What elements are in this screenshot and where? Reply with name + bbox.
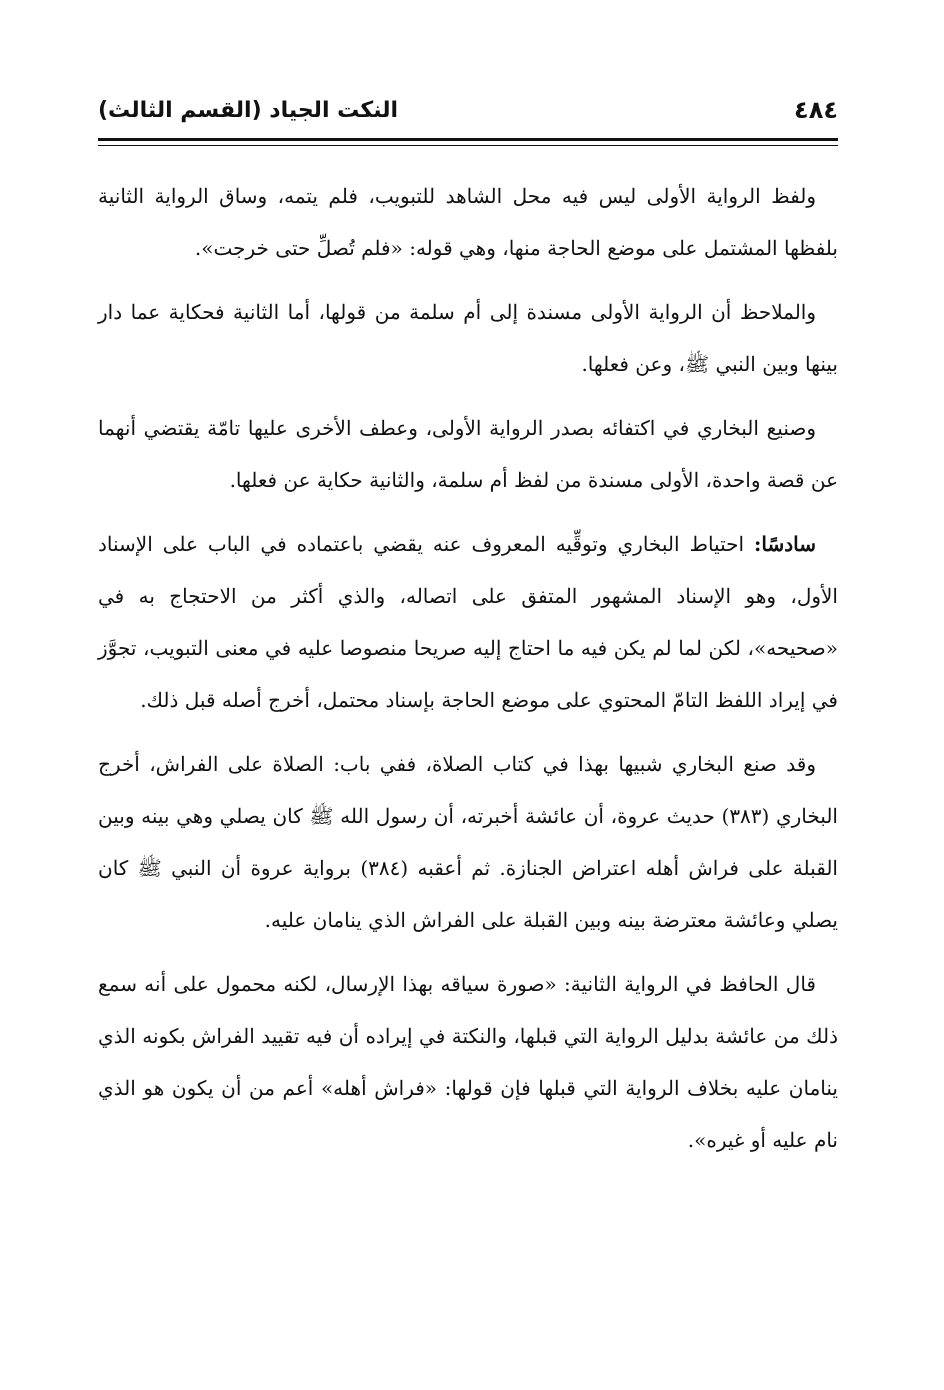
paragraph — [98, 958, 838, 1166]
paragraph — [98, 518, 838, 726]
running-title: النكت الجياد (القسم الثالث) — [98, 97, 399, 123]
book-page — [98, 0, 838, 1390]
body-text — [98, 170, 838, 1178]
running-header — [98, 88, 838, 132]
paragraph-text: ولفظ الرواية الأولى ليس فيه محل الشاهد للتبويب، فلم يتمه، وساق الرواية الثانية بلفظها المشتمل على موضع الحاجة منها، وهي قوله: «فلم تُصلِّ حتى خرجت». — [98, 184, 838, 260]
header-rule-thin — [98, 145, 838, 146]
header-rule-thick — [98, 138, 838, 141]
paragraph-text: احتياط البخاري وتوقِّيه المعروف عنه يقضي باعتماده في الباب على الإسناد الأول، وهو الإسناد المشهور المتفق على اتصاله، والذي أكثر من الاحتجاج به في «صحيحه»، لكن لما لم يكن فيه ما احتاج إليه صريحا منصوصا عليه في معنى التبويب، تجوَّز في إيراد اللفظ التامّ المحتوي على موضع الحاجة بإسناد محتمل، أخرج أصله قبل ذلك. — [98, 532, 838, 712]
paragraph — [98, 170, 838, 274]
paragraph-text: قال الحافظ في الرواية الثانية: «صورة سياقه بهذا الإرسال، لكنه محمول على أنه سمع ذلك من عائشة بدليل الرواية التي قبلها، والنكتة في إيراده أن فيه تقييد الفراش بكونه الذي ينامان عليه بخلاف الرواية التي قبلها فإن قولها: «فراش أهله» أعم من أن يكون هو الذي نام عليه أو غيره». — [98, 972, 838, 1152]
paragraph-lead: سادسًا: — [754, 532, 816, 556]
paragraph — [98, 286, 838, 390]
paragraph-text: وصنيع البخاري في اكتفائه بصدر الرواية الأولى، وعطف الأخرى عليها تامّة يقتضي أنهما عن قصة واحدة، الأولى مسندة من لفظ أم سلمة، والثانية حكاية عن فعلها. — [98, 416, 838, 492]
paragraph — [98, 738, 838, 946]
page-number: ٤٨٤ — [794, 96, 838, 124]
paragraph-text: والملاحظ أن الرواية الأولى مسندة إلى أم سلمة من قولها، أما الثانية فحكاية عما دار بينها وبين النبي ﷺ، وعن فعلها. — [98, 300, 838, 376]
paragraph — [98, 402, 838, 506]
paragraph-text: وقد صنع البخاري شبيها بهذا في كتاب الصلاة، ففي باب: الصلاة على الفراش، أخرج البخاري (٣٨٣) حديث عروة، أن عائشة أخبرته، أن رسول الله ﷺ كان يصلي وهي بينه وبين القبلة على فراش أهله اعتراض الجنازة. ثم أعقبه (٣٨٤) برواية عروة أن النبي ﷺ كان يصلي وعائشة معترضة بينه وبين القبلة على الفراش الذي ينامان عليه. — [98, 752, 838, 932]
